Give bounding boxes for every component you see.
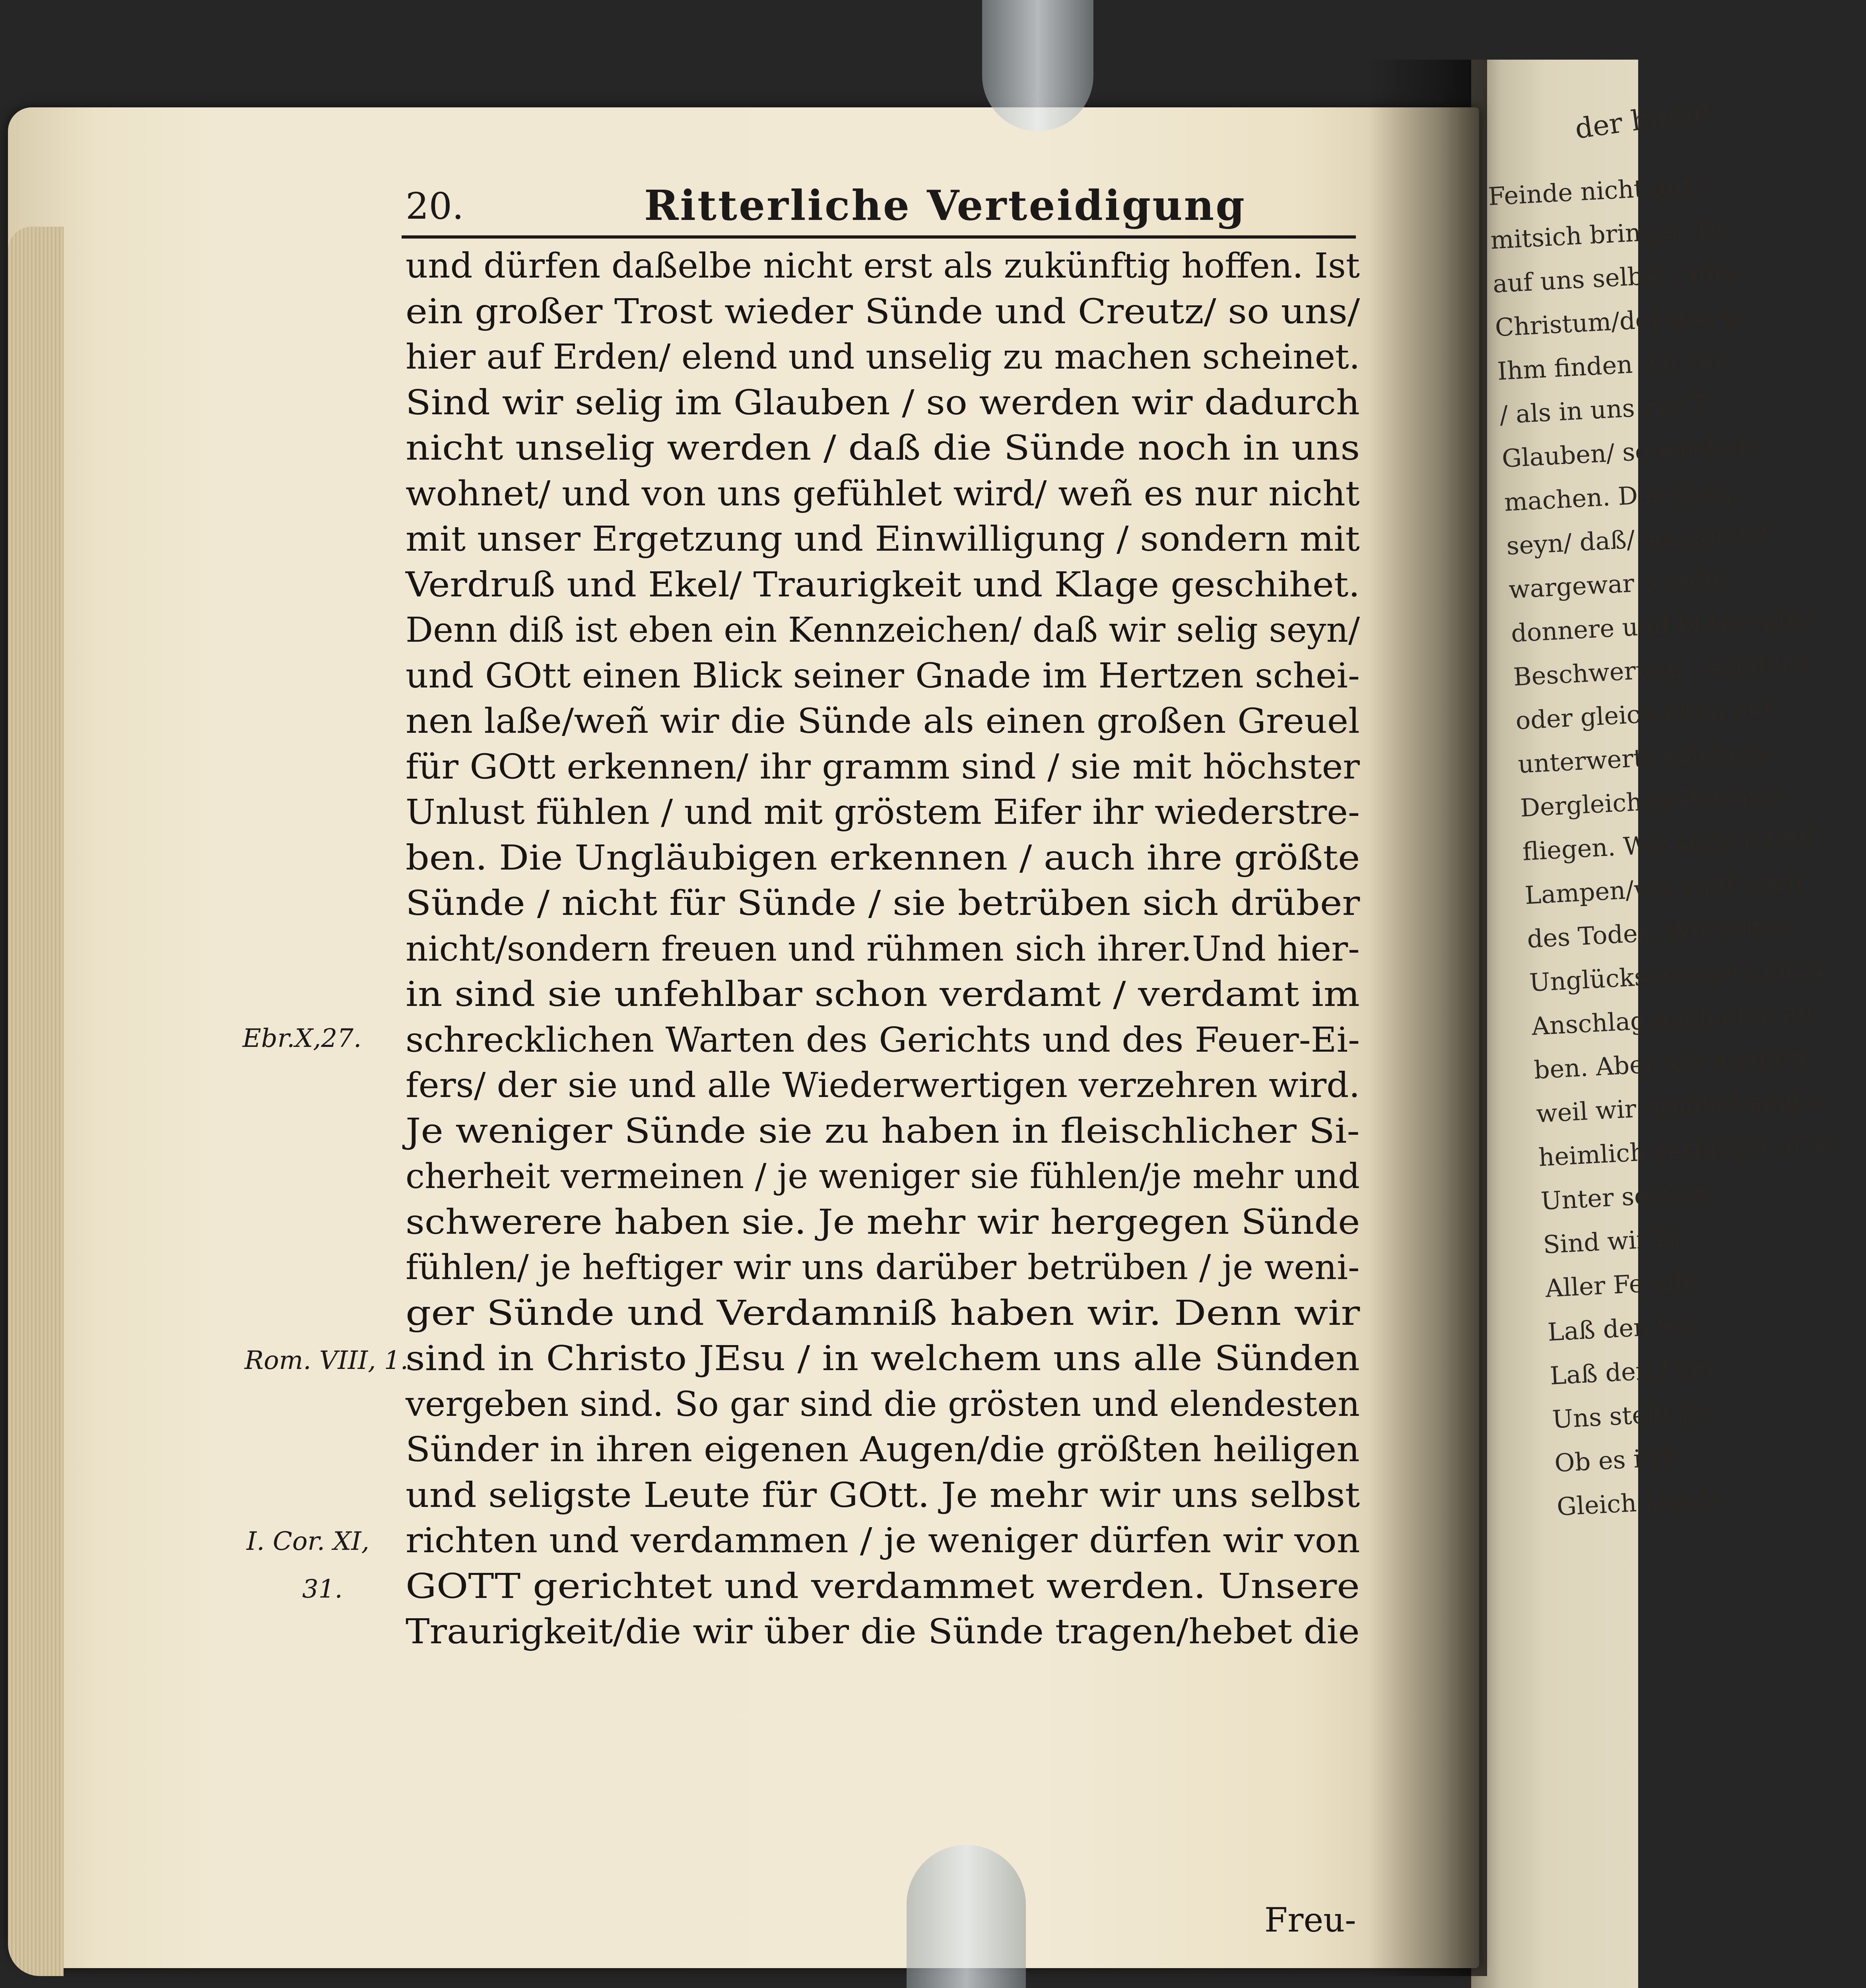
text-line: schwerere haben sie. Je mehr wir hergegen Sünde xyxy=(406,1202,1360,1242)
page-edges xyxy=(8,227,64,1976)
text-line: Unlust fühlen / und mit gröstem Eifer ihr wiederstre- xyxy=(406,792,1360,832)
right-page-line: weil wir erhöhet sind a xyxy=(1535,1084,1825,1128)
right-page-line: Anschlag nach dem an xyxy=(1531,997,1815,1041)
text-line: nen laße/weñ wir die Sünde als einen großen Greuel xyxy=(406,701,1360,741)
text-line: Sind wir selig im Glauben / so werden wir dadurch xyxy=(406,382,1360,423)
catchword: Freu- xyxy=(1264,1901,1356,1939)
text-line: ger Sünde und Verdamniß haben wir. Denn wir xyxy=(406,1293,1360,1333)
right-page-line: ben. Aber wir werden xyxy=(1533,1041,1807,1085)
text-line: ben. Die Ungläubigen erkennen / auch ihre größte xyxy=(406,838,1360,878)
right-page-line: Ihm finden wir tau xyxy=(1496,344,1730,386)
text-line: und GOtt einen Blick seiner Gnade im Hertzen schei- xyxy=(406,656,1360,696)
right-page-line: mitsich bringet. De xyxy=(1489,213,1732,255)
text-line: nicht/sondern freuen und rühmen sich ihrer.Und hier- xyxy=(406,929,1360,969)
text-line: sind in Christo JEsu / in welchem uns alle Sünden xyxy=(406,1339,1360,1378)
right-page-line: wargewar werde/ xyxy=(1508,563,1729,604)
text-line: Verdruß und Ekel/ Traurigkeit und Klage geschihet. xyxy=(406,565,1360,605)
right-page-line: / als in uns zur T xyxy=(1499,389,1708,430)
text-line: Sünde / nicht für Sünde / sie betrüben sich drüber xyxy=(406,883,1360,923)
right-page-line: Unter seinem xyxy=(1540,1178,1711,1216)
right-page-line: Sind wir fü xyxy=(1542,1223,1682,1260)
text-line: Je weniger Sünde sie zu haben in fleischlicher Si- xyxy=(406,1111,1360,1151)
text-line: schrecklichen Warten des Gerichts und des Feuer-Ei- xyxy=(406,1020,1360,1060)
right-page-line: oder gleich eben auf xyxy=(1515,693,1773,736)
right-page-line: machen. Der Berg xyxy=(1503,476,1733,517)
text-line: fühlen/ je heftiger wir uns darüber betrüben / je weni- xyxy=(406,1248,1360,1287)
text-line: ein großer Trost wieder Sünde und Creutz/ so uns/ xyxy=(406,291,1360,332)
text-line: mit unser Ergetzung und Einwilligung / sondern mit xyxy=(406,519,1360,559)
right-page-line: unterwerts solchem xyxy=(1517,737,1767,779)
right-page-line: Laß den Fein xyxy=(1549,1353,1714,1390)
margin-note-ebr: Ebr.X,27. xyxy=(243,1024,362,1053)
running-head: Ritterliche Verteidigung xyxy=(644,181,1247,230)
text-line: cherheit vermeinen / je weniger sie fühlen/je mehr und xyxy=(406,1157,1360,1196)
right-page-line: Ob es itzt xyxy=(1553,1442,1675,1478)
margin-note-cor: I. Cor. XI, xyxy=(247,1527,369,1556)
right-page-line: heimlich verbirget in se xyxy=(1538,1127,1837,1172)
text-line: GOTT gerichtet und verdammet werden. Unsere xyxy=(406,1566,1360,1606)
text-line: Sünder in ihren eigenen Augen/die größten heiligen xyxy=(406,1430,1360,1470)
page-header xyxy=(406,181,1352,237)
header-rule xyxy=(402,235,1356,239)
right-page-line: Gleich krach xyxy=(1556,1484,1716,1522)
right-page-line: donnere und blitze/ aber xyxy=(1510,602,1820,648)
gutter-shadow xyxy=(1368,60,1487,1976)
right-page-line: Unglücks-wetter tobe u xyxy=(1528,953,1824,998)
right-page-line: Aller Feinde xyxy=(1544,1266,1699,1303)
right-page-line: Glauben/ so wird un xyxy=(1501,431,1755,473)
text-line: nicht unselig werden / daß die Sünde noch in uns xyxy=(406,428,1360,468)
right-page-line: des Todes. Wir sehen xyxy=(1526,911,1792,954)
page-number: 20. xyxy=(406,185,464,227)
right-page-line: seyn/ daß/ so jemand xyxy=(1505,518,1771,561)
body-text xyxy=(406,243,1360,1655)
right-page-line: Uns steht Je xyxy=(1551,1397,1705,1434)
text-line: und seligste Leute für GOtt. Je mehr wir uns selbst xyxy=(406,1475,1360,1515)
margin-note-rom: Rom. VIII, 1. xyxy=(245,1346,408,1375)
text-line: Denn diß ist eben ein Kennzeichen/ daß wir selig seyn/ xyxy=(406,610,1360,650)
text-line: für GOtt erkennen/ ihr gramm sind / sie mit höchster xyxy=(406,747,1360,787)
text-line: Traurigkeit/die wir über die Sünde tragen/hebet die xyxy=(406,1612,1360,1652)
text-line: wohnet/ und von uns gefühlet wird/ weñ es nur nicht xyxy=(406,474,1360,514)
page-clip-bottom xyxy=(907,1845,1026,1988)
text-line: fers/ der sie und alle Wiederwertigen verzehren wird. xyxy=(406,1066,1360,1105)
text-line: vergeben sind. So gar sind die grösten und elendesten xyxy=(406,1384,1360,1424)
right-page-line: Lampen/wir sind noch xyxy=(1524,866,1804,910)
margin-note-cor-verse: 31. xyxy=(302,1574,343,1604)
right-page-line: Christum/der uns g xyxy=(1494,300,1738,342)
text-line: und dürfen daßelbe nicht erst als zukünftig hoffen. Ist xyxy=(406,246,1360,286)
text-line: richten und verdammen / je weniger dürfen wir von xyxy=(406,1521,1360,1561)
right-page-line: Beschwerung / sondern xyxy=(1513,647,1810,692)
right-page-line: Feinde nicht auf / xyxy=(1487,171,1708,211)
right-page-line: Laß den Sat xyxy=(1547,1310,1699,1347)
text-line: in sind sie unfehlbar schon verdamt / verdamt im xyxy=(406,975,1360,1014)
text-line: hier auf Erden/ elend und unselig zu machen scheinet. xyxy=(406,337,1360,377)
page-clip-top xyxy=(982,0,1093,131)
right-page-head: der himm xyxy=(1573,94,1713,146)
right-page-line: fliegen. Wir stehen und xyxy=(1522,822,1815,866)
right-page-line: Dergleichen Bewand xyxy=(1519,780,1781,823)
right-page-line: auf uns selbst / uns xyxy=(1492,256,1735,299)
